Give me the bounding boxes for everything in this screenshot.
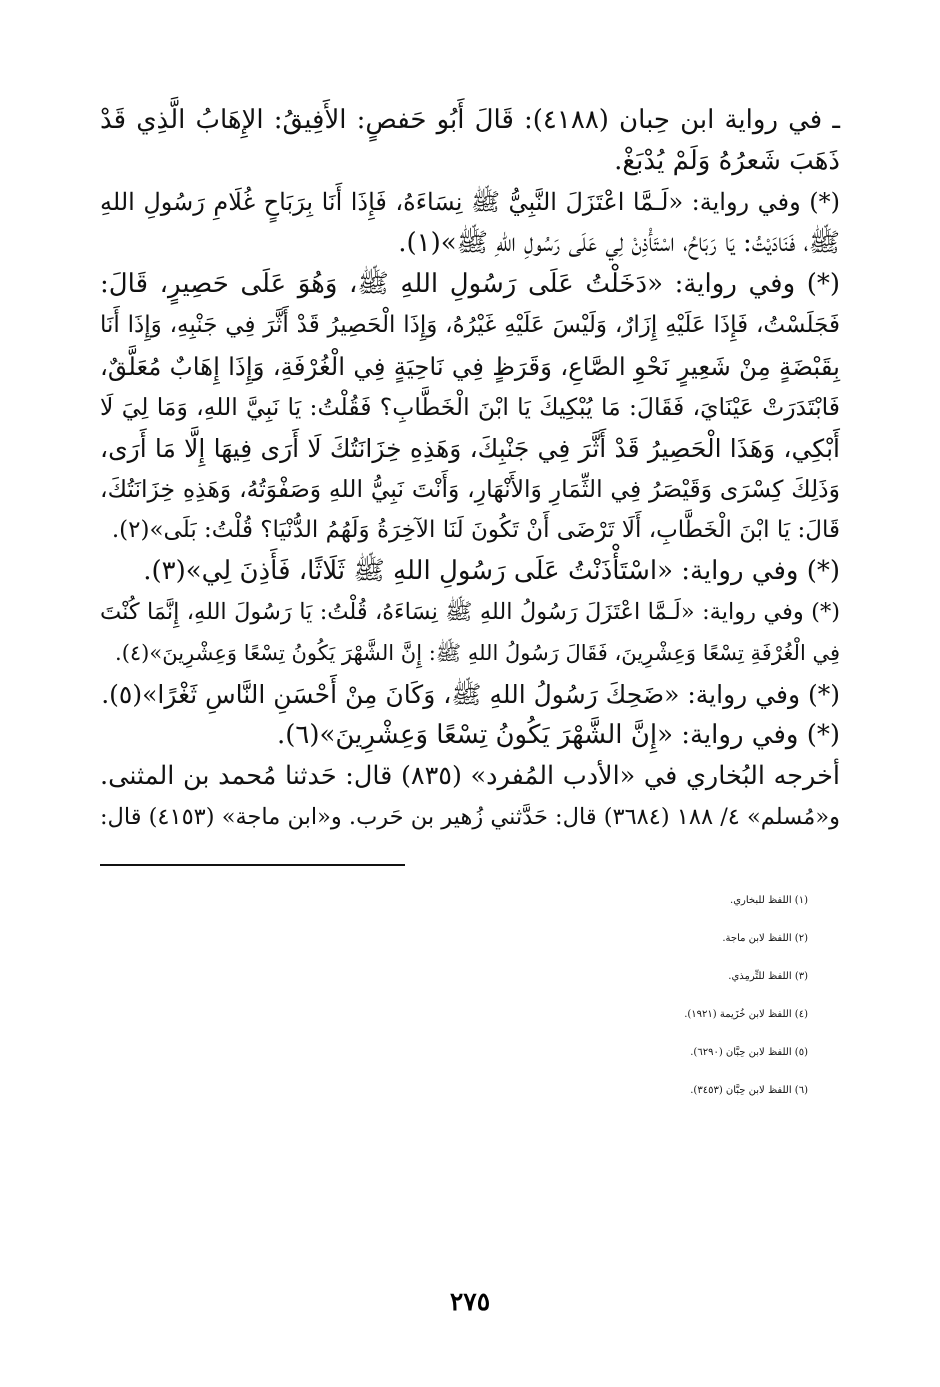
body-line-6: فَجَلَسْتُ، فَإِذَا عَلَيْهِ إِزَارٌ، وَلَيْسَ عَلَيْهِ غَيْرُهُ، وَإِذَا الْحَصِيرُ قَدْ أَثَّرَ فِي جَنْبِهِ، وَإِذَا أَنَا [100, 312, 840, 338]
body-line-13: (*) وفي رواية: «لَـمَّا اعْتَزَلَ رَسُولُ اللهِ ﷺ نِسَاءَهُ، قُلْتُ: يَا رَسُولَ اللهِ، إِنَّمَا كُنْتَ [100, 599, 840, 625]
body-line-10: وَذَلِكَ كِسْرَى وَقَيْصَرُ فِي الثِّمَارِ وَالأَنْهَارِ، وَأَنْتَ نَبِيُّ اللهِ وَصَفْوَتُهُ، وَهَذِهِ خِزَانَتُكَ، [100, 475, 840, 503]
footnotes [100, 882, 840, 1110]
body-line-18: و«مُسلم» ٤/ ١٨٨ (٣٦٨٤) قال: حَدَّثني زُهير بن حَرب. و«ابن ماجة» (٤١٥٣) قال: [99, 804, 840, 830]
footnote-divider [100, 864, 405, 866]
footnote-3: (٣) اللفظ للتِّرمِذي. [728, 971, 808, 982]
footnote-2: (٢) اللفظ لابن ماجة. [722, 933, 808, 944]
body-line-11: قَالَ: يَا ابْنَ الْخَطَّابِ، أَلَا تَرْضَى أَنْ تَكُونَ لَنَا الآخِرَةُ وَلَهُمُ الدُّنْيَا؟ قُلْتُ: بَلَى»(٢). [111, 517, 840, 543]
body-line-15: (*) وفي رواية: «ضَحِكَ رَسُولُ اللهِ ﷺ، وَكَانَ مِنْ أَحْسَنِ النَّاسِ ثَغْرًا»(٥). [101, 680, 840, 709]
body-line-7: بِقَبْضَةٍ مِنْ شَعِيرٍ نَحْوِ الصَّاعِ، وَقَرَظٍ فِي نَاحِيَةٍ فِي الْغُرْفَةِ، وَإِذَا إِهَابٌ مُعَلَّقٌ، [100, 352, 840, 381]
body-line-1: ـ في رواية ابن حِبان (٤١٨٨): قَالَ أَبُو حَفصٍ: الأَفِيقُ: الإِهَابُ الَّذِي قَدْ [100, 105, 840, 135]
footnote-5: (٥) اللفظ لابن حِبَّان (٦٢٩٠). [690, 1047, 808, 1058]
body-line-4: ﷺ، فَنَادَيْتُ: يَا رَبَاحُ، اسْتَأْذِنْ لِي عَلَى رَسُولِ اللهِ ﷺ»(١). [398, 228, 840, 258]
page-body [100, 100, 840, 1110]
body-line-14: فِي الْغُرْفَةِ تِسْعًا وَعِشْرِينَ، فَقَالَ رَسُولُ اللهِ ﷺ: إِنَّ الشَّهْرَ يَكُونُ تِسْعًا وَعِشْرِينَ»(٤). [115, 641, 840, 665]
body-line-16: (*) وفي رواية: «إِنَّ الشَّهْرَ يَكُونُ تِسْعًا وَعِشْرِينَ»(٦). [276, 720, 840, 750]
body-line-3: (*) وفي رواية: «لَـمَّا اعْتَزَلَ النَّبِيُّ ﷺ نِسَاءَهُ، فَإِذَا أَنَا بِرَبَاحٍ غُلَامِ رَسُولِ اللهِ [100, 188, 840, 216]
body-line-17: أخرجه البُخاري في «الأدب المُفرد» (٨٣٥) قال: حَدثنا مُحمد بن المثنى. [100, 761, 840, 791]
footnote-6: (٦) اللفظ لابن حِبَّان (٣٤٥٣). [690, 1085, 808, 1096]
body-line-8: فَابْتَدَرَتْ عَيْنَايَ، فَقَالَ: مَا يُبْكِيكَ يَا ابْنَ الْخَطَّابِ؟ فَقُلْتُ: يَا نَبِيَّ اللهِ، وَمَا لِيَ لَا [100, 393, 840, 421]
page-number: ٢٧٥ [449, 1287, 491, 1316]
body-line-12: (*) وفي رواية: «اسْتَأْذَنْتُ عَلَى رَسُولِ اللهِ ﷺ ثَلَاثًا، فَأَذِنَ لِي»(٣). [143, 556, 840, 586]
footnote-4: (٤) اللفظ لابن خُزَيمة (١٩٢١). [684, 1009, 808, 1020]
body-line-9: أَبْكِي، وَهَذَا الْحَصِيرُ قَدْ أَثَّرَ فِي جَنْبِكَ، وَهَذِهِ خِزَانَتُكَ لَا أَرَى فِيهَا إِلَّا مَا أَرَى، [100, 434, 840, 463]
body-line-5: (*) وفي رواية: «دَخَلْتُ عَلَى رَسُولِ اللهِ ﷺ، وَهُوَ عَلَى حَصِيرٍ، قَالَ: [100, 269, 840, 299]
footnote-1: (١) اللفظ للبخاري. [730, 895, 808, 906]
body-line-2: ذَهَبَ شَعرُهُ وَلَمْ يُدْبَغْ. [614, 146, 840, 176]
